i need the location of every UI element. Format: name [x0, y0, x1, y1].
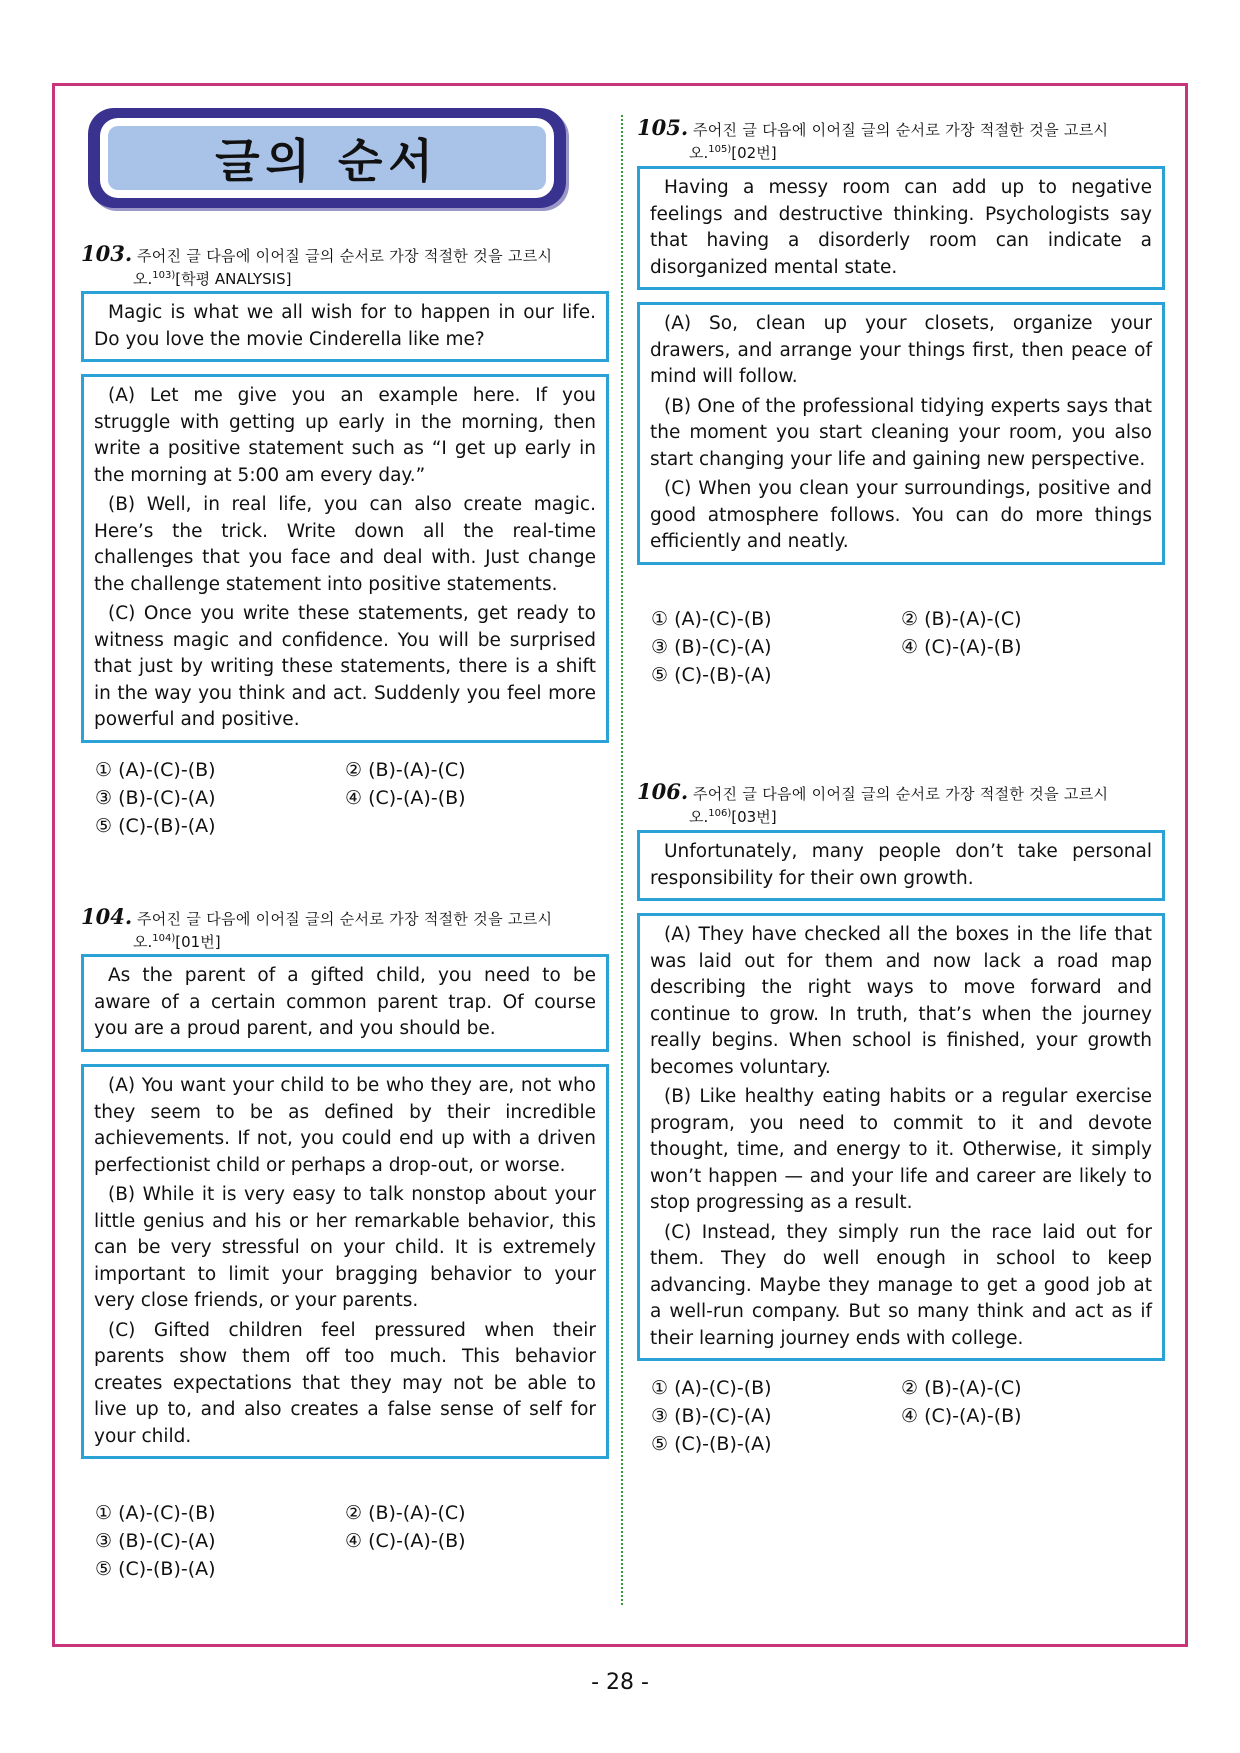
choice-2[interactable]: ② (B)-(A)-(C): [901, 1377, 1022, 1399]
question-prompt: 주어진 글 다음에 이어질 글의 순서로 가장 적절한 것을 고르시: [692, 785, 1109, 803]
intro-passage-103: [81, 291, 609, 362]
question-number: 106.: [637, 779, 689, 804]
choice-4[interactable]: ④ (C)-(A)-(B): [345, 1530, 466, 1552]
footnote-ref: 104): [152, 933, 176, 944]
paragraph-c: (C) Gifted children feel pressured when their parents show them off too much. This behavior creates expectations that they may not be able to live up to, and also creates a false sense of self for your child.: [94, 1319, 596, 1447]
choice-5[interactable]: ⑤ (C)-(B)-(A): [651, 1433, 772, 1455]
options-passage-106: [637, 913, 1165, 1361]
intro-text: Magic is what we all wish for to happen in our life. Do you love the movie Cinderella like me?: [94, 302, 596, 350]
paragraph-a: (A) So, clean up your closets, organize your drawers, and arrange your things first, then peace of mind will follow.: [650, 313, 1152, 387]
question-number: 103.: [81, 241, 133, 266]
question-header-104: [81, 904, 609, 952]
choice-1[interactable]: ① (A)-(C)-(B): [95, 759, 216, 781]
question-number: 104.: [81, 904, 133, 929]
choice-4[interactable]: ④ (C)-(A)-(B): [345, 787, 466, 809]
choice-3[interactable]: ③ (B)-(C)-(A): [651, 1405, 772, 1427]
choice-1[interactable]: ① (A)-(C)-(B): [95, 1502, 216, 1524]
choice-3[interactable]: ③ (B)-(C)-(A): [95, 1530, 216, 1552]
answer-choices-106: [651, 1374, 1151, 1458]
choice-5[interactable]: ⑤ (C)-(B)-(A): [95, 1558, 216, 1580]
question-number: 105.: [637, 115, 689, 140]
answer-choices-103: [95, 756, 595, 840]
choice-1[interactable]: ① (A)-(C)-(B): [651, 1377, 772, 1399]
paragraph-a: (A) They have checked all the boxes in the life that was laid out for them and now lack a road map describing the right ways to move forward and continue to grow. In truth, that’s when the journey really begins. When school is finished, your growth becomes voluntary.: [650, 924, 1152, 1078]
question-prompt: 주어진 글 다음에 이어질 글의 순서로 가장 적절한 것을 고르시: [136, 247, 553, 265]
intro-text: As the parent of a gifted child, you need to be aware of a certain common parent trap. Of course you are a proud parent, and you should be.: [94, 965, 596, 1039]
footnote-ref: 105): [708, 144, 732, 155]
question-header-106: [637, 779, 1165, 827]
choice-2[interactable]: ② (B)-(A)-(C): [345, 759, 466, 781]
options-passage-103: [81, 374, 609, 743]
choice-4[interactable]: ④ (C)-(A)-(B): [901, 1405, 1022, 1427]
choice-2[interactable]: ② (B)-(A)-(C): [345, 1502, 466, 1524]
footnote-ref: 106): [708, 808, 732, 819]
answer-choices-104: [95, 1499, 595, 1583]
paragraph-b: (B) One of the professional tidying experts says that the moment you start cleaning your room, you also start changing your life and gaining new perspective.: [650, 395, 1152, 470]
options-passage-104: [81, 1064, 609, 1459]
paragraph-a: (A) You want your child to be who they are, not who they seem to be as defined by their incredible achievements. If not, you could end up with a driven perfectionist child or perhaps a drop-out, or worse.: [94, 1075, 596, 1176]
column-divider: [621, 115, 623, 1605]
options-passage-105: [637, 302, 1165, 565]
question-source: [01번]: [175, 933, 221, 951]
question-source: [03번]: [731, 808, 777, 826]
question-source: [02번]: [731, 144, 777, 162]
section-title: 글의 순서: [108, 126, 546, 190]
question-prompt: 주어진 글 다음에 이어질 글의 순서로 가장 적절한 것을 고르시: [136, 910, 553, 928]
question-prompt-cont: 오.: [689, 808, 709, 826]
paragraph-a: (A) Let me give you an example here. If you struggle with getting up early in the morning, then write a positive statement such as “I get up early in the morning at 5:00 am every day.”: [94, 385, 596, 486]
question-prompt: 주어진 글 다음에 이어질 글의 순서로 가장 적절한 것을 고르시: [692, 121, 1109, 139]
choice-1[interactable]: ① (A)-(C)-(B): [651, 608, 772, 630]
choice-3[interactable]: ③ (B)-(C)-(A): [95, 787, 216, 809]
choice-2[interactable]: ② (B)-(A)-(C): [901, 608, 1022, 630]
question-prompt-cont: 오.: [133, 270, 153, 288]
section-title-banner: [88, 108, 566, 208]
question-source: [학평 ANALYSIS]: [175, 270, 292, 288]
intro-passage-105: [637, 166, 1165, 290]
choice-4[interactable]: ④ (C)-(A)-(B): [901, 636, 1022, 658]
question-header-103: [81, 241, 609, 289]
choice-5[interactable]: ⑤ (C)-(B)-(A): [651, 664, 772, 686]
choice-3[interactable]: ③ (B)-(C)-(A): [651, 636, 772, 658]
paragraph-c: (C) Instead, they simply run the race laid out for them. They do well enough in school to keep advancing. Maybe they manage to get a good job at a well-run company. But so many think and act as if their learning journey ends with college.: [650, 1221, 1152, 1349]
question-prompt-cont: 오.: [133, 933, 153, 951]
question-prompt-cont: 오.: [689, 144, 709, 162]
paragraph-c: (C) When you clean your surroundings, positive and good atmosphere follows. You can do more things efficiently and neatly.: [650, 478, 1152, 552]
answer-choices-105: [651, 605, 1151, 689]
question-header-105: [637, 115, 1165, 163]
intro-text: Having a messy room can add up to negative feelings and destructive thinking. Psychologists say that having a disorderly room can indicate a disorganized mental state.: [650, 177, 1152, 278]
intro-text: Unfortunately, many people don’t take personal responsibility for their own growth.: [650, 841, 1152, 889]
paragraph-b: (B) While it is very easy to talk nonstop about your little genius and his or her remarkable behavior, this can be very stressful on your child. It is extremely important to limit your bragging behavior to your very close friends, or your parents.: [94, 1184, 596, 1311]
paragraph-c: (C) Once you write these statements, get ready to witness magic and confidence. You will be surprised that just by writing these statements, there is a shift in the way you think and act. Suddenly you feel more powerful and positive.: [94, 603, 596, 730]
choice-5[interactable]: ⑤ (C)-(B)-(A): [95, 815, 216, 837]
footnote-ref: 103): [152, 270, 176, 281]
intro-passage-104: [81, 954, 609, 1052]
paragraph-b: (B) Like healthy eating habits or a regular exercise program, you need to commit to it and devote thought, time, and energy to it. Otherwise, it simply won’t happen — and your life and career are likely to stop progressing as a result.: [650, 1086, 1152, 1213]
intro-passage-106: [637, 830, 1165, 901]
page-number: - 28 -: [591, 1670, 649, 1695]
paragraph-b: (B) Well, in real life, you can also create magic. Here’s the trick. Write down all the real-time challenges that you face and deal with. Just change the challenge statement into positive statements.: [94, 494, 596, 595]
